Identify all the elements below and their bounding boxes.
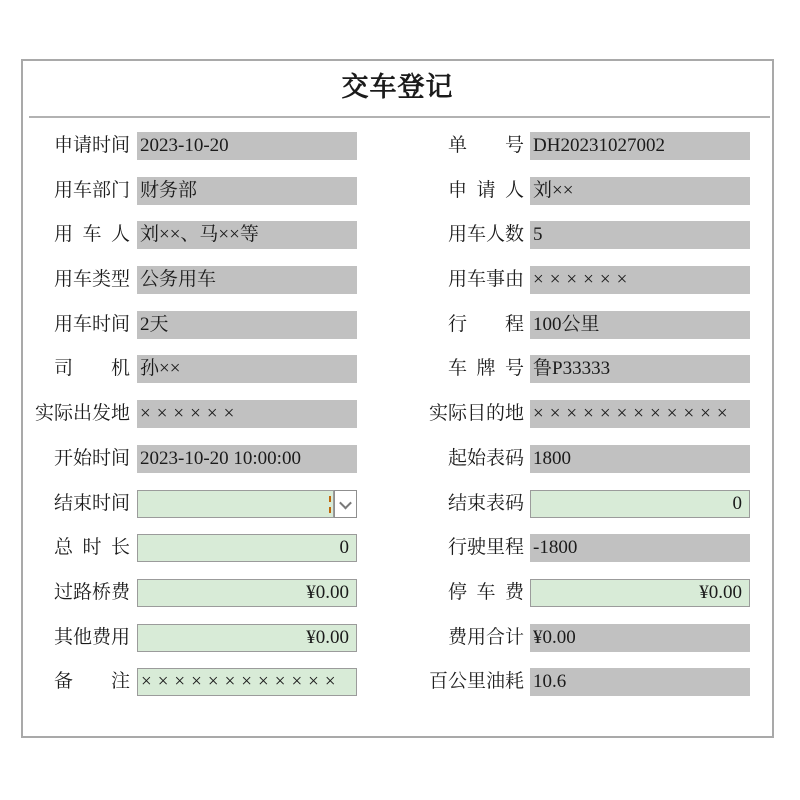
end-time-field	[137, 490, 357, 518]
field-label: 申请时间	[53, 135, 130, 156]
end-odometer-field[interactable]: 0	[530, 490, 750, 518]
request-time-field: 2023-10-20	[137, 132, 357, 160]
field-label: 结束时间	[53, 493, 130, 514]
form-row	[23, 624, 772, 652]
chevron-down-icon	[339, 496, 352, 509]
field-label: 起始表码	[447, 448, 524, 469]
field-label: 过路桥费	[53, 582, 130, 603]
field-label: 行驶里程	[447, 537, 524, 558]
field-label: 用车事由	[447, 269, 524, 290]
field-label: 停 车 费	[447, 582, 524, 603]
form-row	[23, 534, 772, 562]
vehicle-handover-form	[21, 59, 774, 738]
field-label: 百公里油耗	[428, 671, 524, 692]
field-label: 单 号	[447, 135, 524, 156]
field-label: 用车人数	[447, 224, 524, 245]
end-time-dropdown-button[interactable]	[334, 490, 357, 518]
field-label: 车 牌 号	[447, 358, 524, 379]
field-label: 结束表码	[447, 493, 524, 514]
field-label: 费用合计	[447, 627, 524, 648]
field-label: 实际目的地	[428, 403, 524, 424]
title-divider	[29, 116, 770, 118]
applicant-field: 刘××	[530, 177, 750, 205]
text-caret	[329, 496, 331, 513]
form-row	[23, 266, 772, 294]
total-fee-field: ¥0.00	[530, 624, 750, 652]
form-row	[23, 177, 772, 205]
actual-origin-field: ××××××	[137, 400, 357, 428]
form-row	[23, 400, 772, 428]
page-title: 交车登记	[341, 72, 454, 102]
form-row	[23, 445, 772, 473]
form-row	[23, 221, 772, 249]
passengers-field: 刘××、马××等	[137, 221, 357, 249]
toll-fee-field[interactable]: ¥0.00	[137, 579, 357, 607]
end-time-input[interactable]	[137, 490, 334, 518]
form-row	[23, 132, 772, 160]
reason-field: ××××××	[530, 266, 750, 294]
passenger-count-field: 5	[530, 221, 750, 249]
driver-field: 孙××	[137, 355, 357, 383]
start-odometer-field: 1800	[530, 445, 750, 473]
trip-distance-field: 100公里	[530, 311, 750, 339]
field-label: 实际出发地	[34, 403, 130, 424]
actual-destination-field: ××××××××××××	[530, 400, 750, 428]
start-time-field: 2023-10-20 10:00:00	[137, 445, 357, 473]
other-fee-field[interactable]: ¥0.00	[137, 624, 357, 652]
field-label: 开始时间	[53, 448, 130, 469]
field-label: 总 时 长	[53, 537, 130, 558]
field-label: 用车类型	[53, 269, 130, 290]
plate-number-field: 鲁P33333	[530, 355, 750, 383]
form-row	[23, 311, 772, 339]
form-row	[23, 579, 772, 607]
field-label: 其他费用	[53, 627, 130, 648]
field-label: 申 请 人	[447, 180, 524, 201]
field-label: 司 机	[53, 358, 130, 379]
field-label: 行 程	[447, 314, 524, 335]
order-number-field: DH20231027002	[530, 132, 750, 160]
form-row	[23, 668, 772, 696]
field-label: 用车时间	[53, 314, 130, 335]
field-label: 备 注	[53, 671, 130, 692]
vehicle-type-field: 公务用车	[137, 266, 357, 294]
form-row	[23, 355, 772, 383]
mileage-field: -1800	[530, 534, 750, 562]
usage-duration-field: 2天	[137, 311, 357, 339]
remarks-field[interactable]: ××××××××××××	[137, 668, 357, 696]
field-label: 用 车 人	[53, 224, 130, 245]
fuel-consumption-field: 10.6	[530, 668, 750, 696]
total-duration-field[interactable]: 0	[137, 534, 357, 562]
department-field: 财务部	[137, 177, 357, 205]
parking-fee-field[interactable]: ¥0.00	[530, 579, 750, 607]
form-row	[23, 490, 772, 518]
field-label: 用车部门	[53, 180, 130, 201]
